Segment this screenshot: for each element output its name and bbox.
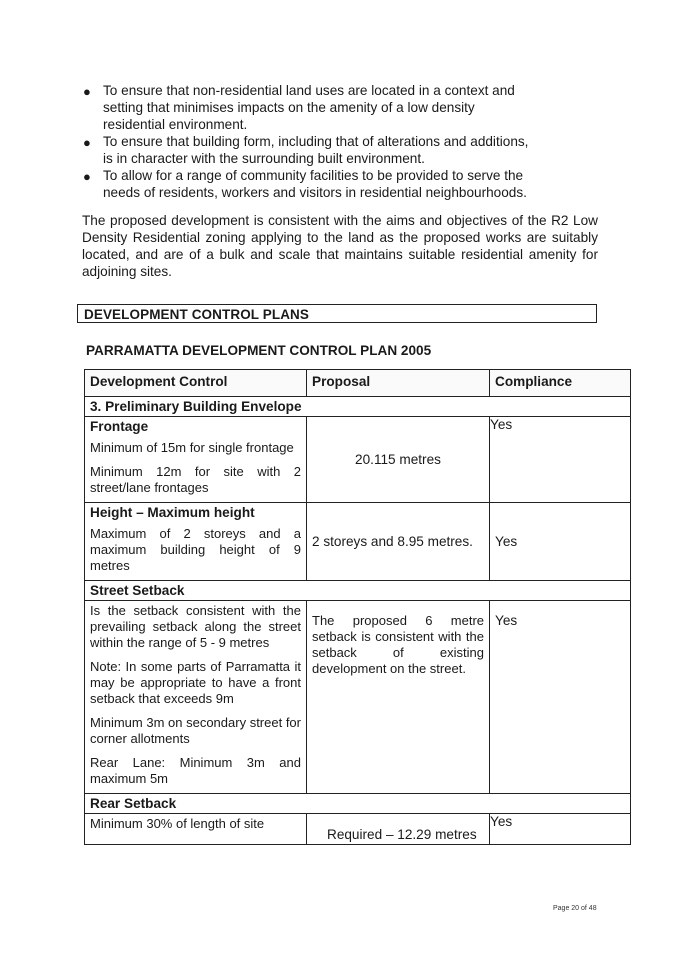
table-row (85, 814, 631, 845)
control-cell (85, 503, 307, 581)
control-title: Height – Maximum height (90, 505, 255, 520)
dcp-compliance-table (84, 369, 631, 845)
proposal-text: The proposed 6 metre setback is consistent with the setback of existing development on the street. (312, 613, 484, 676)
compliance-cell: Yes (490, 503, 631, 581)
objective-text: To allow for a range of community facilities to be provided to serve the needs of residents, workers and visitors in residential neighbourhoods. (103, 168, 527, 200)
control-text: Note: In some parts of Parramatta it may be appropriate to have a front setback that exceeds 9m (90, 659, 301, 706)
table-row (85, 601, 631, 794)
table-section-row (85, 794, 631, 814)
control-text: Minimum 30% of length of site (90, 816, 265, 831)
control-text: Minimum of 15m for single frontage (90, 440, 294, 455)
control-cell (85, 601, 307, 794)
proposal-cell: 2 storeys and 8.95 metres. (307, 503, 490, 581)
objective-item (82, 82, 532, 133)
page-number: Page 20 of 48 (553, 905, 597, 912)
proposal-cell (307, 601, 490, 794)
objective-item (82, 167, 532, 201)
control-text: Rear Lane: Minimum 3m and maximum 5m (90, 755, 301, 786)
dcp-title: PARRAMATTA DEVELOPMENT CONTROL PLAN 2005 (86, 343, 432, 358)
compliance-cell (490, 601, 631, 794)
bullet-icon: ● (83, 135, 91, 150)
table-section-row (85, 397, 631, 417)
objectives-list (82, 82, 532, 201)
table-row (85, 417, 631, 503)
control-cell (85, 417, 307, 503)
table-header-row (85, 370, 631, 397)
objective-text: To ensure that building form, including that of alterations and additions, is in character with the surrounding built environment. (103, 134, 529, 166)
compliance-cell: Yes (490, 417, 631, 503)
section-street-setback: Street Setback (85, 581, 631, 601)
control-text: Is the setback consistent with the prevailing setback along the street within the range of 5 - 9 metres (90, 603, 301, 650)
proposal-cell: 20.115 metres (307, 417, 490, 503)
section-heading: DEVELOPMENT CONTROL PLANS (84, 307, 310, 322)
consistency-paragraph: The proposed development is consistent with the aims and objectives of the R2 Low Density Residential zoning applying to the land as the proposed works are suitably located, and are of a bulk and scale that maintains suitable residential amenity for adjoining sites. (82, 213, 598, 279)
objective-item (82, 133, 532, 167)
section-heading-box (77, 304, 597, 323)
control-text: Maximum of 2 storeys and a maximum building height of 9 metres (90, 526, 301, 573)
header-proposal: Proposal (307, 370, 490, 397)
table-section-row (85, 581, 631, 601)
compliance-cell: Yes (490, 814, 631, 845)
control-title: Frontage (90, 419, 149, 434)
objective-text: To ensure that non-residential land uses are located in a context and setting that minimises impacts on the amenity of a low density residential environment. (103, 83, 515, 132)
control-text: Minimum 3m on secondary street for corner allotments (90, 715, 301, 746)
table-row (85, 503, 631, 581)
header-compliance: Compliance (490, 370, 631, 397)
control-cell (85, 814, 307, 845)
section-envelope: 3. Preliminary Building Envelope (85, 397, 631, 417)
control-text: Minimum 12m for site with 2 street/lane frontages (90, 464, 301, 495)
compliance-text: Yes (495, 613, 518, 628)
section-rear-setback: Rear Setback (85, 794, 631, 814)
bullet-icon: ● (83, 84, 91, 99)
bullet-icon: ● (83, 169, 91, 184)
proposal-cell: Required – 12.29 metres (307, 814, 490, 845)
header-development-control: Development Control (85, 370, 307, 397)
